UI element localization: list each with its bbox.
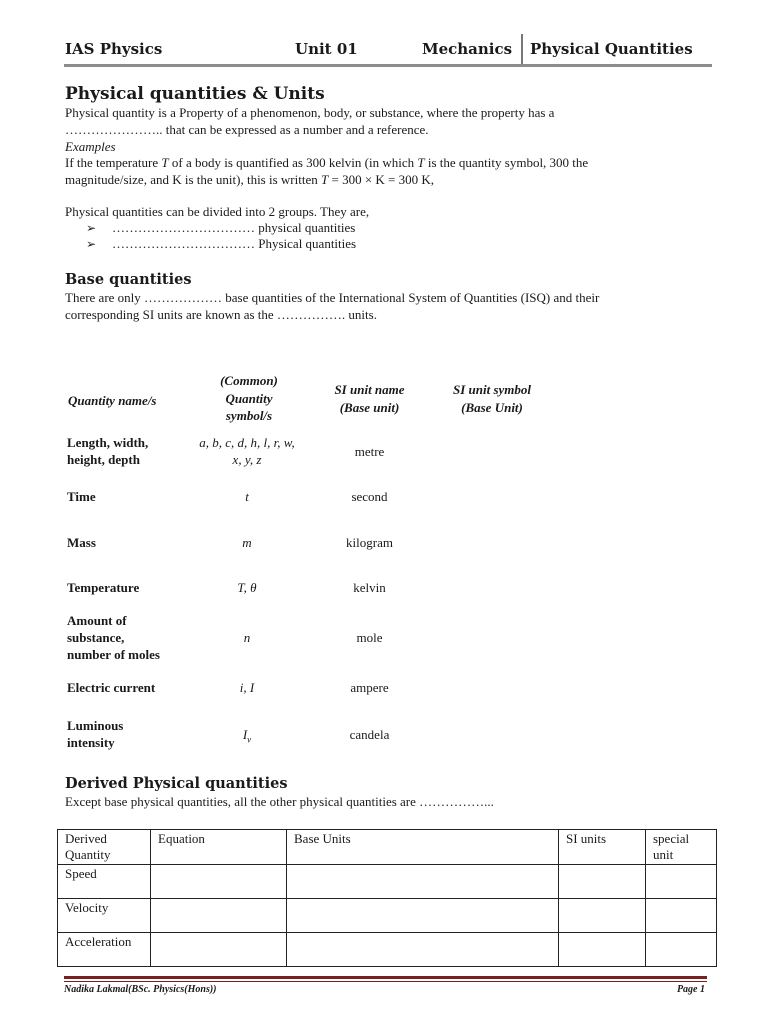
footer-author: Nadika Lakmal(BSc. Physics(Hons)) bbox=[64, 984, 217, 995]
row-symbol: t bbox=[245, 489, 249, 504]
derived-text: Except base physical quantities, all the other physical quantities are ……………... bbox=[65, 794, 494, 809]
blank-cell[interactable] bbox=[151, 933, 287, 967]
table-row bbox=[58, 865, 717, 899]
page-title: Physical quantities & Units bbox=[65, 84, 325, 104]
base-heading: Base quantities bbox=[65, 271, 192, 288]
blank-cell[interactable] bbox=[151, 899, 287, 933]
base-line-1: There are only ……………… base quantities of the International System of Quantities (ISQ) and their bbox=[65, 290, 600, 305]
blank-cell[interactable] bbox=[646, 933, 717, 967]
header-rule bbox=[64, 64, 712, 67]
blank-cell[interactable] bbox=[151, 865, 287, 899]
col-special-unit: special unit bbox=[646, 830, 717, 865]
row-symbol: a, b, c, d, h, l, r, w, x, y, z bbox=[199, 435, 295, 467]
row-label: Velocity bbox=[58, 899, 151, 933]
examples-label: Examples bbox=[65, 139, 116, 154]
header-topic: Mechanics bbox=[422, 40, 513, 58]
footer-page-number: Page 1 bbox=[676, 984, 705, 995]
row-unit: mole bbox=[356, 630, 383, 645]
col-si-unit-name: SI unit name (Base unit) bbox=[334, 382, 405, 415]
col-base-units: Base Units bbox=[287, 830, 559, 865]
col-derived-quantity: Derived Quantity bbox=[58, 830, 151, 865]
row-label: Speed bbox=[58, 865, 151, 899]
header-section: Physical Quantities bbox=[530, 40, 693, 58]
blank-cell[interactable] bbox=[559, 899, 646, 933]
example-line-2: magnitude/size, and K is the unit), this is written T = 300 × K = 300 K, bbox=[65, 172, 435, 187]
row-symbol: T, θ bbox=[237, 580, 257, 595]
bullet-item: ➢ …………………………… physical quantities bbox=[86, 220, 356, 235]
header-divider bbox=[521, 34, 523, 64]
blank-cell[interactable] bbox=[646, 865, 717, 899]
header-course: IAS Physics bbox=[65, 40, 163, 58]
col-quantity-name: Quantity name/s bbox=[68, 393, 157, 408]
footer-rule-thin bbox=[64, 981, 707, 982]
blank-cell[interactable] bbox=[559, 933, 646, 967]
row-unit: second bbox=[351, 489, 388, 504]
derived-heading: Derived Physical quantities bbox=[65, 775, 288, 792]
blank-cell[interactable] bbox=[287, 933, 559, 967]
row-symbol: m bbox=[242, 535, 252, 550]
col-equation: Equation bbox=[151, 830, 287, 865]
table-header-row bbox=[58, 830, 717, 865]
blank-cell[interactable] bbox=[646, 899, 717, 933]
row-symbol: $I_v$ bbox=[242, 727, 252, 745]
bullet-item: ➢ …………………………… Physical quantities bbox=[86, 236, 357, 251]
row-unit: candela bbox=[349, 727, 390, 742]
col-symbol: (Common) Quantity symbol/s bbox=[220, 373, 278, 423]
example-line-1: If the temperature T of a body is quantified as 300 kelvin (in which T is the quantity symbol, 300 the bbox=[65, 155, 589, 170]
row-unit: kilogram bbox=[346, 535, 393, 550]
row-name: Mass bbox=[67, 535, 96, 550]
header-unit: Unit 01 bbox=[295, 40, 358, 58]
row-label: Acceleration bbox=[58, 933, 151, 967]
col-si-units: SI units bbox=[559, 830, 646, 865]
intro-line-1: Physical quantity is a Property of a phenomenon, body, or substance, where the property has a bbox=[65, 105, 555, 120]
row-name: Luminous intensity bbox=[67, 718, 124, 750]
table-row bbox=[58, 899, 717, 933]
table-row bbox=[58, 933, 717, 967]
derived-quantities-table bbox=[57, 829, 717, 967]
row-symbol: i, I bbox=[239, 680, 255, 695]
row-name: Electric current bbox=[67, 680, 156, 695]
row-name: Temperature bbox=[67, 580, 140, 595]
footer-rule-thick bbox=[64, 976, 707, 979]
intro-line-2: ………………….. that can be expressed as a number and a reference. bbox=[65, 122, 429, 137]
blank-cell[interactable] bbox=[559, 865, 646, 899]
blank-cell[interactable] bbox=[287, 899, 559, 933]
row-name: Length, width, height, depth bbox=[67, 435, 149, 467]
groups-text: Physical quantities can be divided into 2 groups. They are, bbox=[65, 204, 370, 219]
row-symbol: n bbox=[243, 630, 251, 645]
base-line-2: corresponding SI units are known as the ……………. units. bbox=[65, 307, 377, 322]
row-unit: metre bbox=[354, 444, 385, 459]
page-header bbox=[64, 38, 712, 64]
blank-cell[interactable] bbox=[287, 865, 559, 899]
row-name: Time bbox=[67, 489, 96, 504]
row-name: Amount of substance, number of moles bbox=[67, 613, 160, 662]
row-unit: kelvin bbox=[353, 580, 386, 595]
row-unit: ampere bbox=[350, 680, 389, 695]
col-si-unit-symbol: SI unit symbol (Base Unit) bbox=[452, 382, 532, 415]
arrow-bullet-icon: ➢ bbox=[86, 221, 97, 235]
arrow-bullet-icon: ➢ bbox=[86, 237, 97, 251]
